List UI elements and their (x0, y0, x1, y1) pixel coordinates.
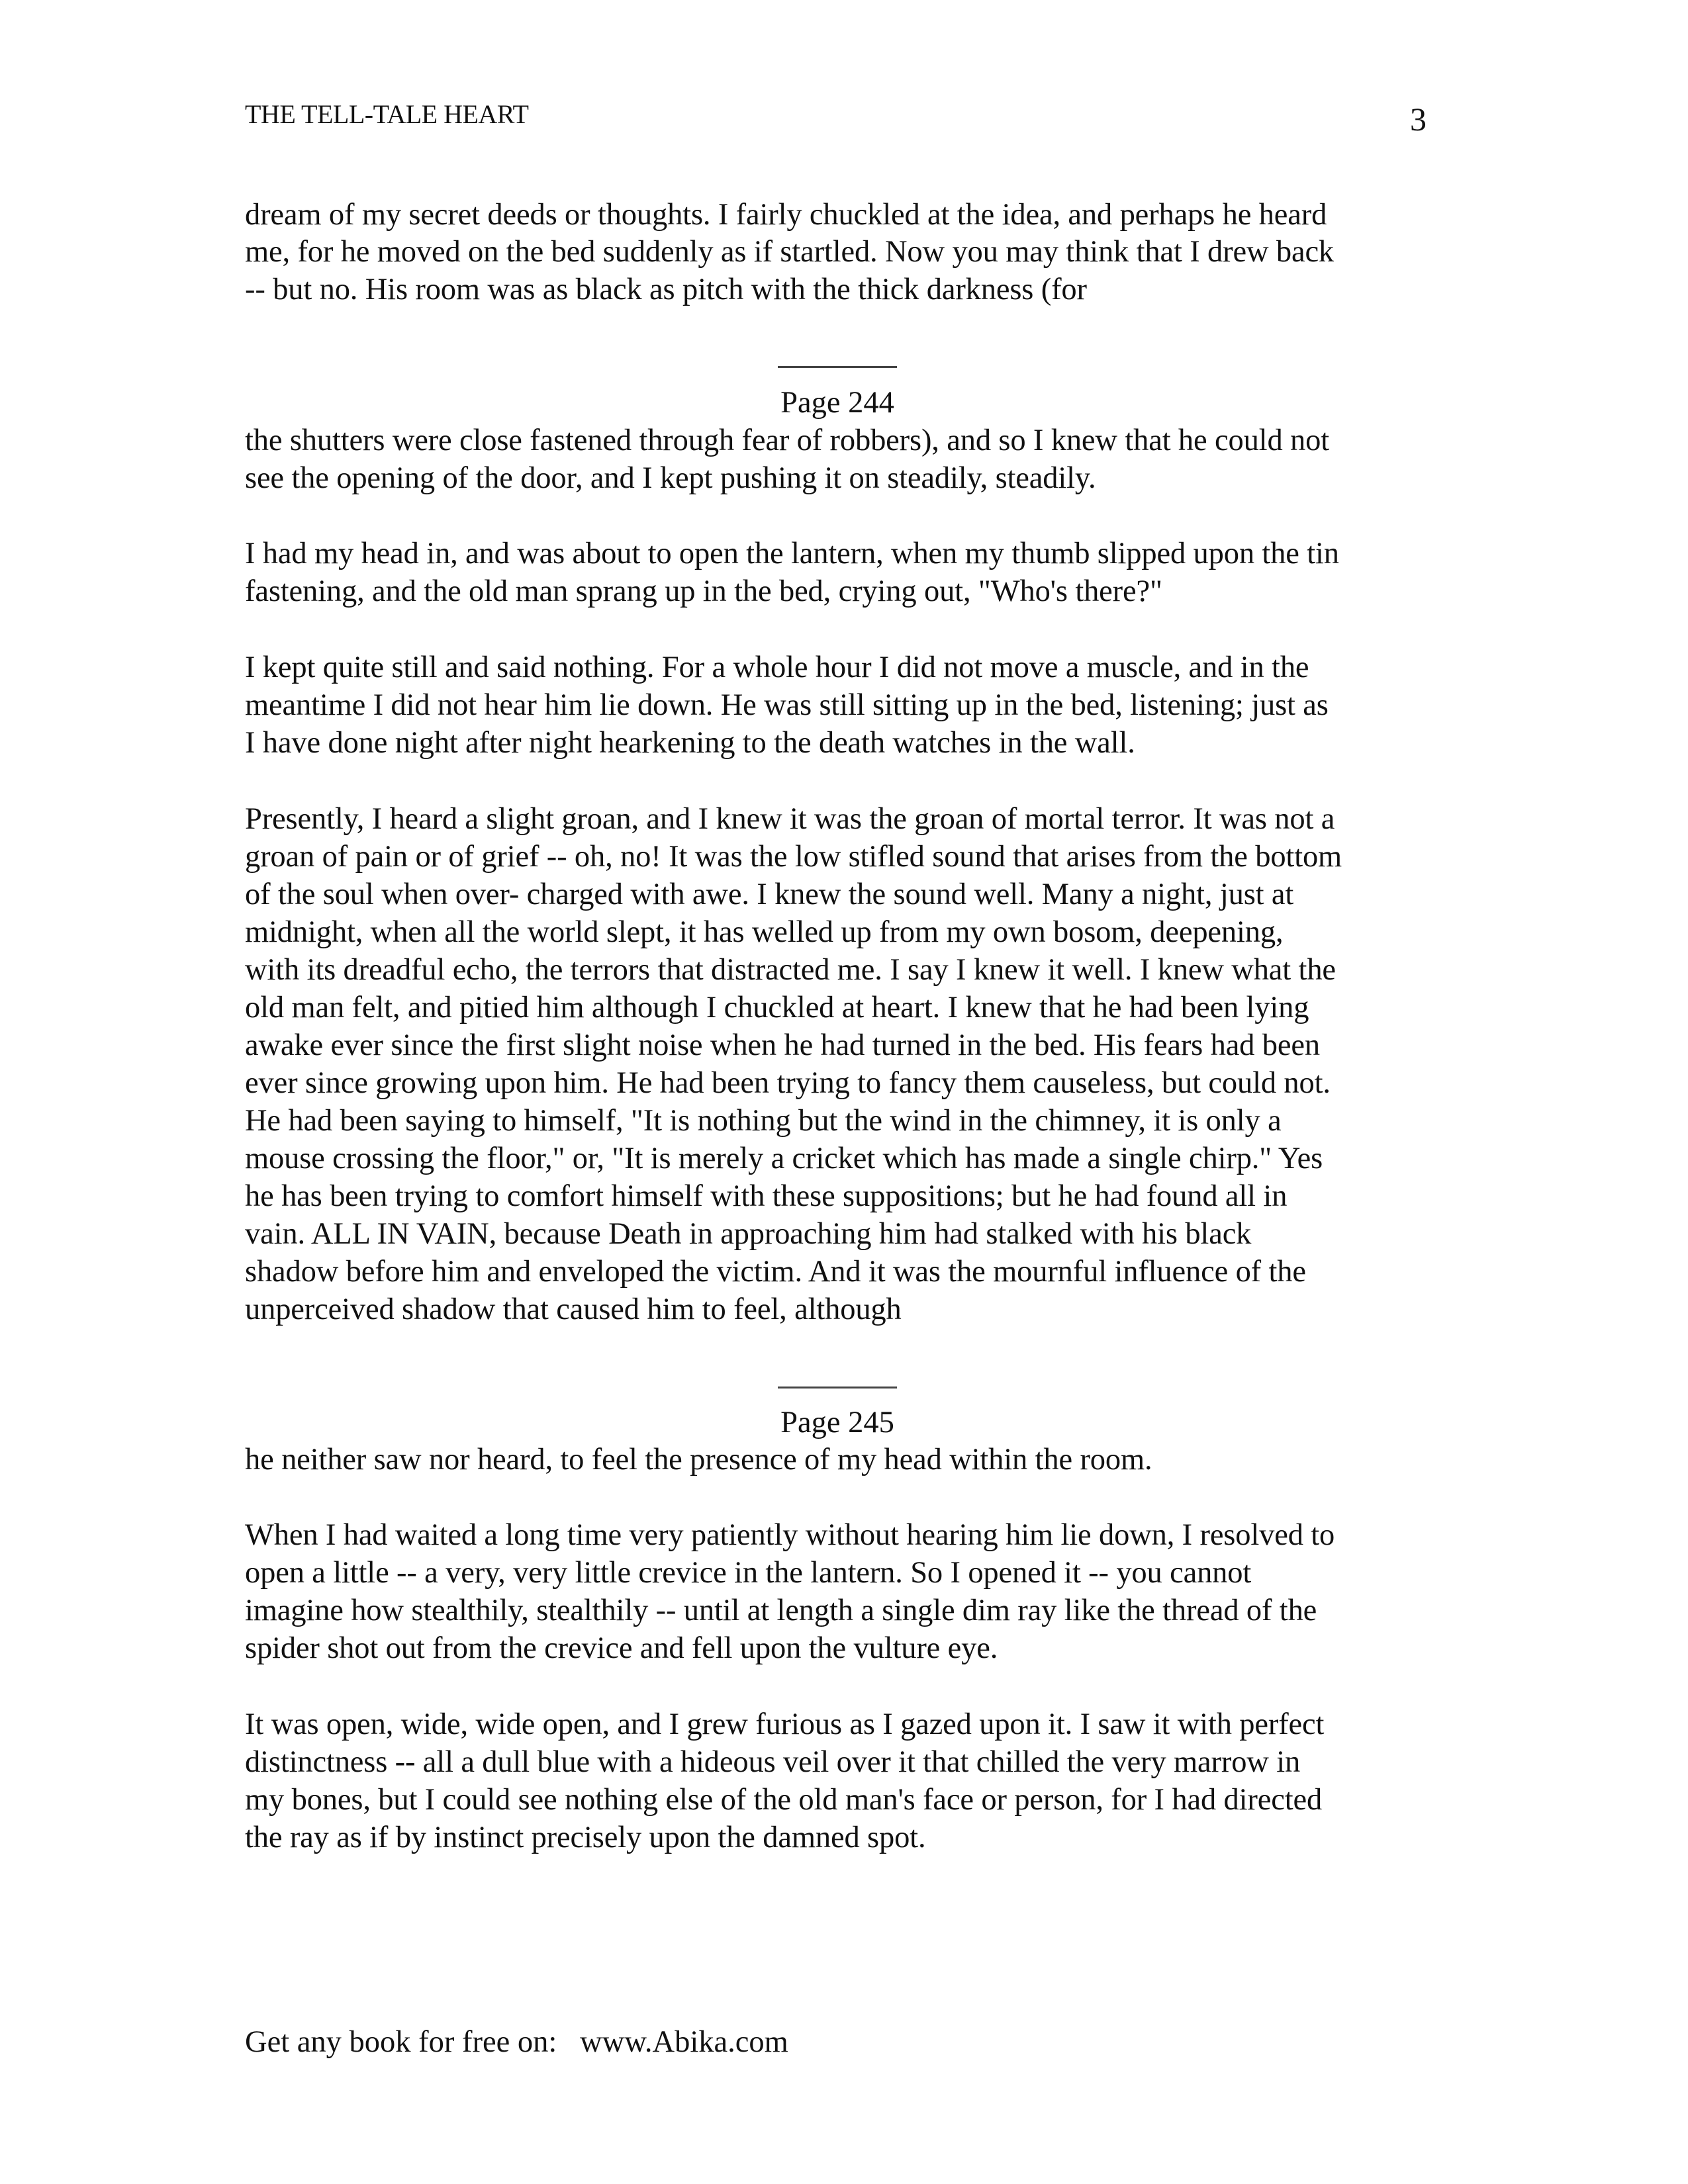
original-page-marker: Page 244 (780, 386, 894, 420)
footer-promo: Get any book for free on: www.Abika.com (245, 2025, 788, 2059)
paragraph-line: distinctness -- all a dull blue with a hideous veil over it that chilled the very marrow in (245, 1745, 1301, 1779)
paragraph-line: my bones, but I could see nothing else of the old man's face or person, for I had directed (245, 1783, 1323, 1817)
paragraph-line: dream of my secret deeds or thoughts. I fairly chuckled at the idea, and perhaps he heard (245, 198, 1327, 232)
page-number: 3 (1410, 101, 1427, 138)
paragraph-line: the ray as if by instinct precisely upon the damned spot. (245, 1821, 926, 1854)
paragraph-line: fastening, and the old man sprang up in the bed, crying out, "Who's there?" (245, 574, 1162, 608)
paragraph-line: see the opening of the door, and I kept pushing it on steadily, steadily. (245, 461, 1096, 495)
paragraph-line: ever since growing upon him. He had been trying to fancy them causeless, but could not. (245, 1066, 1331, 1100)
paragraph-line: I kept quite still and said nothing. For a whole hour I did not move a muscle, and in the (245, 651, 1309, 684)
paragraph-line: with its dreadful echo, the terrors that distracted me. I say I knew it well. I knew what the (245, 953, 1336, 987)
paragraph-line: mouse crossing the floor," or, "It is merely a cricket which has made a single chirp." Yes (245, 1142, 1323, 1175)
paragraph-line: unperceived shadow that caused him to feel, although (245, 1293, 902, 1326)
paragraph-line: spider shot out from the crevice and fell upon the vulture eye. (245, 1631, 998, 1665)
paragraph-line: of the soul when over- charged with awe. I knew the sound well. Many a night, just at (245, 878, 1294, 911)
paragraph-line: vain. ALL IN VAIN, because Death in approaching him had stalked with his black (245, 1217, 1252, 1251)
paragraph-line: awake ever since the first slight noise when he had turned in the bed. His fears had been (245, 1028, 1320, 1062)
paragraph-line: shadow before him and enveloped the victim. And it was the mournful influence of the (245, 1255, 1306, 1289)
paragraph-line: When I had waited a long time very patiently without hearing him lie down, I resolved to (245, 1518, 1335, 1552)
paragraph-line: groan of pain or of grief -- oh, no! It was the low stifled sound that arises from the bottom (245, 840, 1342, 874)
page-break-rule (778, 1387, 897, 1388)
paragraph-line: he has been trying to comfort himself with these suppositions; but he had found all in (245, 1179, 1288, 1213)
paragraph-line: midnight, when all the world slept, it has welled up from my own bosom, deepening, (245, 915, 1284, 949)
paragraph-line: the shutters were close fastened through fear of robbers), and so I knew that he could not (245, 424, 1329, 457)
original-page-marker: Page 245 (780, 1406, 894, 1439)
paragraph-line: He had been saying to himself, "It is nothing but the wind in the chimney, it is only a (245, 1104, 1282, 1138)
paragraph-line: It was open, wide, wide open, and I grew furious as I gazed upon it. I saw it with perfect (245, 1707, 1325, 1741)
paragraph-line: I had my head in, and was about to open the lantern, when my thumb slipped upon the tin (245, 537, 1339, 570)
paragraph-line: old man felt, and pitied him although I chuckled at heart. I knew that he had been lying (245, 991, 1309, 1024)
page-break-rule (778, 366, 897, 368)
paragraph-line: -- but no. His room was as black as pitch with the thick darkness (for (245, 273, 1087, 306)
paragraph-line: open a little -- a very, very little crevice in the lantern. So I opened it -- you cannot (245, 1556, 1252, 1590)
paragraph-line: me, for he moved on the bed suddenly as if startled. Now you may think that I drew back (245, 235, 1335, 269)
paragraph-line: Presently, I heard a slight groan, and I knew it was the groan of mortal terror. It was not a (245, 802, 1335, 836)
paragraph-line: I have done night after night hearkening to the death watches in the wall. (245, 726, 1135, 760)
paragraph-line: meantime I did not hear him lie down. He was still sitting up in the bed, listening; just as (245, 688, 1329, 722)
running-title: THE TELL-TALE HEART (245, 99, 529, 129)
paragraph-line: imagine how stealthily, stealthily -- until at length a single dim ray like the thread of the (245, 1594, 1317, 1627)
paragraph-line: he neither saw nor heard, to feel the presence of my head within the room. (245, 1443, 1152, 1477)
